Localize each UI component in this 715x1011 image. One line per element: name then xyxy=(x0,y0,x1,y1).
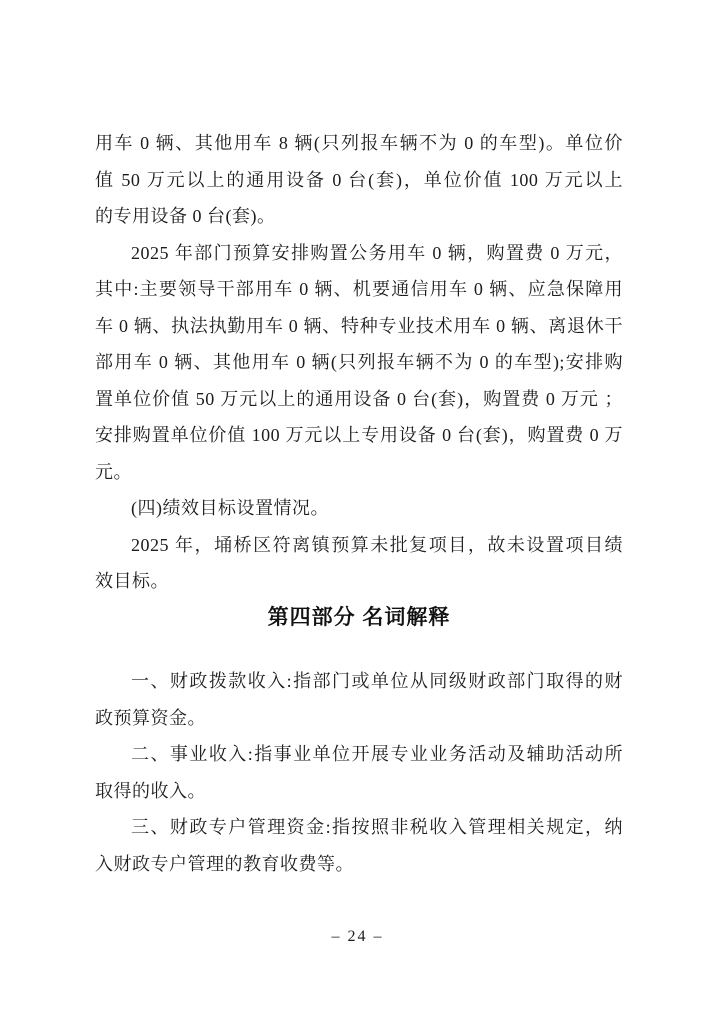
text-line: 用车 0 辆、其他用车 8 辆(只列报车辆不为 0 的车型)。单位价 xyxy=(95,133,623,153)
paragraph xyxy=(95,527,623,600)
text-line: 安排购置单位价值 100 万元以上专用设备 0 台(套)，购置费 0 万 xyxy=(95,425,623,445)
paragraph xyxy=(95,663,623,736)
paragraph xyxy=(95,125,623,235)
text-line: 部用车 0 辆、其他用车 0 辆(只列报车辆不为 0 的车型);安排购 xyxy=(95,352,623,372)
text-line: 效目标。 xyxy=(95,571,169,591)
text-line: 的专用设备 0 台(套)。 xyxy=(95,206,276,226)
text-line: 一、财政拨款收入:指部门或单位从同级财政部门取得的财 xyxy=(131,671,623,691)
text-line: 三、财政专户管理资金:指按照非税收入管理相关规定，纳 xyxy=(131,817,623,837)
text-line: 2025 年部门预算安排购置公务用车 0 辆，购置费 0 万元， xyxy=(131,242,623,263)
text-line: 政预算资金。 xyxy=(95,707,206,728)
paragraph xyxy=(95,235,623,491)
text-line: 其中:主要领导干部用车 0 辆、机要通信用车 0 辆、应急保障用 xyxy=(95,279,623,299)
paragraph xyxy=(95,490,623,527)
text-line: 入财政专户管理的教育收费等。 xyxy=(95,853,354,874)
text-line: (四)绩效目标设置情况。 xyxy=(131,498,329,518)
text-line: 元。 xyxy=(95,461,132,482)
document-content xyxy=(95,125,623,882)
section-heading: 第四部分 名词解释 xyxy=(267,605,451,629)
paragraph xyxy=(95,736,623,809)
text-line: 值 50 万元以上的通用设备 0 台(套)，单位价值 100 万元以上 xyxy=(95,169,623,190)
text-line: 置单位价值 50 万元以上的通用设备 0 台(套)，购置费 0 万元 ； xyxy=(95,388,623,409)
paragraph xyxy=(95,809,623,882)
text-line: 车 0 辆、执法执勤用车 0 辆、特种专业技术用车 0 辆、离退休干 xyxy=(95,315,623,336)
text-line: 二、事业收入:指事业单位开展专业业务活动及辅助活动所 xyxy=(131,744,623,764)
text-line: 取得的收入。 xyxy=(95,780,206,801)
page-number: – 24 – xyxy=(331,928,384,945)
text-line: 2025 年，埇桥区符离镇预算未批复项目，故未设置项目绩 xyxy=(131,534,623,555)
